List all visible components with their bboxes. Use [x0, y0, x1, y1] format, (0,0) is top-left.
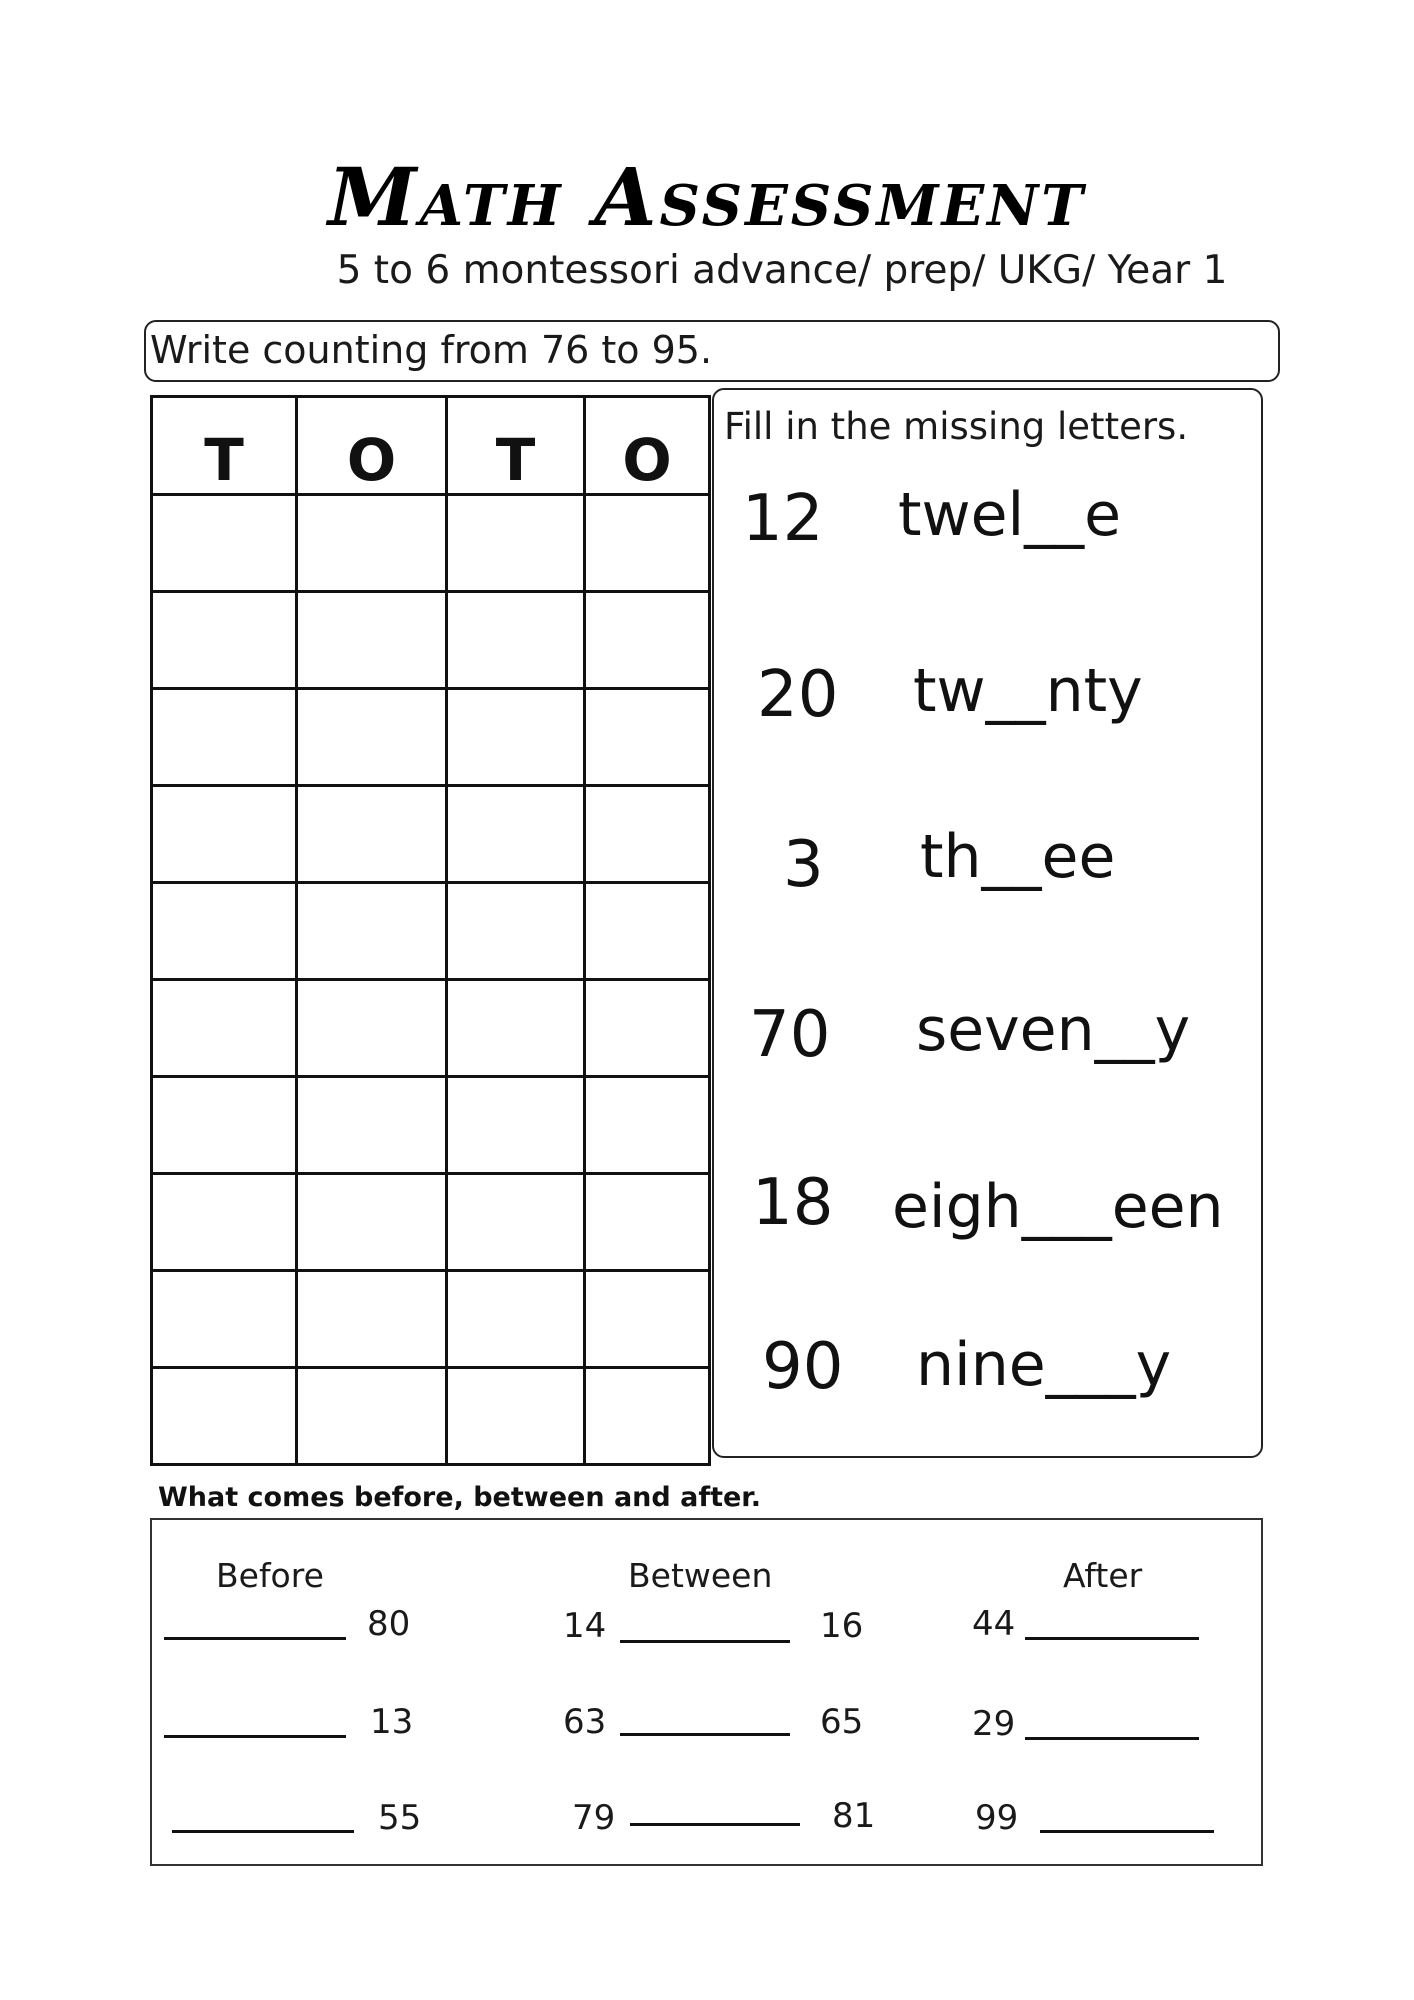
before-number: 55 [378, 1798, 422, 1838]
answer-blank[interactable] [164, 1735, 346, 1738]
page-subtitle: 5 to 6 montessori advance/ prep/ UKG/ Year 1 [336, 248, 1228, 293]
missing-letters-number: 90 [762, 1330, 844, 1404]
grid-cell[interactable] [447, 980, 585, 1077]
before-heading: Before [216, 1556, 324, 1595]
grid-cell[interactable] [447, 495, 585, 592]
grid-cell[interactable] [447, 1077, 585, 1174]
grid-cell[interactable] [585, 495, 710, 592]
missing-letters-word: th__ee [920, 822, 1116, 892]
grid-cell[interactable] [585, 1174, 710, 1271]
answer-blank[interactable] [164, 1637, 346, 1640]
missing-letters-number: 70 [749, 998, 831, 1072]
grid-cell[interactable] [297, 1174, 447, 1271]
before-number: 80 [367, 1604, 411, 1644]
grid-cell[interactable] [152, 883, 297, 980]
grid-header-ones: O [585, 397, 710, 495]
after-number: 29 [972, 1704, 1016, 1744]
missing-letters-number: 3 [783, 828, 824, 902]
before-number: 13 [370, 1702, 414, 1742]
grid-header-tens: T [152, 397, 297, 495]
between-start-number: 14 [563, 1606, 607, 1646]
grid-cell[interactable] [447, 883, 585, 980]
after-number: 44 [972, 1604, 1016, 1644]
sequence-instruction: What comes before, between and after. [158, 1482, 762, 1513]
after-number: 99 [975, 1798, 1019, 1838]
grid-cell[interactable] [297, 689, 447, 786]
grid-cell[interactable] [447, 786, 585, 883]
grid-cell[interactable] [297, 495, 447, 592]
grid-cell[interactable] [297, 980, 447, 1077]
grid-cell[interactable] [152, 1271, 297, 1368]
grid-cell[interactable] [585, 980, 710, 1077]
grid-cell[interactable] [297, 592, 447, 689]
missing-letters-number: 12 [742, 482, 824, 556]
grid-cell[interactable] [585, 1271, 710, 1368]
between-start-number: 79 [572, 1798, 616, 1838]
answer-blank[interactable] [620, 1733, 790, 1736]
grid-cell[interactable] [447, 592, 585, 689]
grid-cell[interactable] [152, 1174, 297, 1271]
after-heading: After [1063, 1556, 1143, 1595]
missing-letters-word: seven__y [916, 995, 1191, 1065]
between-end-number: 65 [820, 1702, 864, 1742]
answer-blank[interactable] [630, 1823, 800, 1826]
between-heading: Between [628, 1556, 773, 1595]
between-end-number: 81 [832, 1796, 876, 1836]
missing-letters-word: tw__nty [913, 656, 1143, 726]
missing-letters-word: eigh___een [892, 1172, 1224, 1242]
grid-cell[interactable] [585, 1077, 710, 1174]
grid-cell[interactable] [297, 786, 447, 883]
grid-cell[interactable] [297, 883, 447, 980]
grid-cell[interactable] [152, 1368, 297, 1465]
grid-cell[interactable] [585, 786, 710, 883]
grid-cell[interactable] [152, 980, 297, 1077]
missing-letters-number: 20 [757, 658, 839, 732]
grid-cell[interactable] [447, 1174, 585, 1271]
counting-instruction: Write counting from 76 to 95. [150, 328, 713, 372]
answer-blank[interactable] [620, 1640, 790, 1643]
grid-header-ones: O [297, 397, 447, 495]
page-title: Math Assessment [328, 150, 1086, 244]
grid-cell[interactable] [447, 1368, 585, 1465]
grid-cell[interactable] [447, 1271, 585, 1368]
grid-cell[interactable] [585, 1368, 710, 1465]
between-start-number: 63 [563, 1702, 607, 1742]
grid-cell[interactable] [152, 495, 297, 592]
grid-cell[interactable] [152, 786, 297, 883]
grid-cell[interactable] [297, 1077, 447, 1174]
answer-blank[interactable] [1025, 1637, 1199, 1640]
missing-letters-instruction: Fill in the missing letters. [724, 405, 1189, 448]
grid-cell[interactable] [297, 1271, 447, 1368]
grid-cell[interactable] [585, 883, 710, 980]
grid-cell[interactable] [585, 689, 710, 786]
missing-letters-word: nine___y [916, 1330, 1172, 1400]
grid-cell[interactable] [297, 1368, 447, 1465]
counting-grid [150, 395, 711, 1466]
answer-blank[interactable] [172, 1830, 354, 1833]
answer-blank[interactable] [1025, 1737, 1199, 1740]
grid-header-tens: T [447, 397, 585, 495]
between-end-number: 16 [820, 1606, 864, 1646]
answer-blank[interactable] [1040, 1830, 1214, 1833]
grid-cell[interactable] [152, 1077, 297, 1174]
missing-letters-word: twel__e [898, 480, 1122, 550]
grid-cell[interactable] [152, 592, 297, 689]
grid-cell[interactable] [152, 689, 297, 786]
missing-letters-number: 18 [752, 1166, 834, 1240]
grid-cell[interactable] [447, 689, 585, 786]
grid-cell[interactable] [585, 592, 710, 689]
